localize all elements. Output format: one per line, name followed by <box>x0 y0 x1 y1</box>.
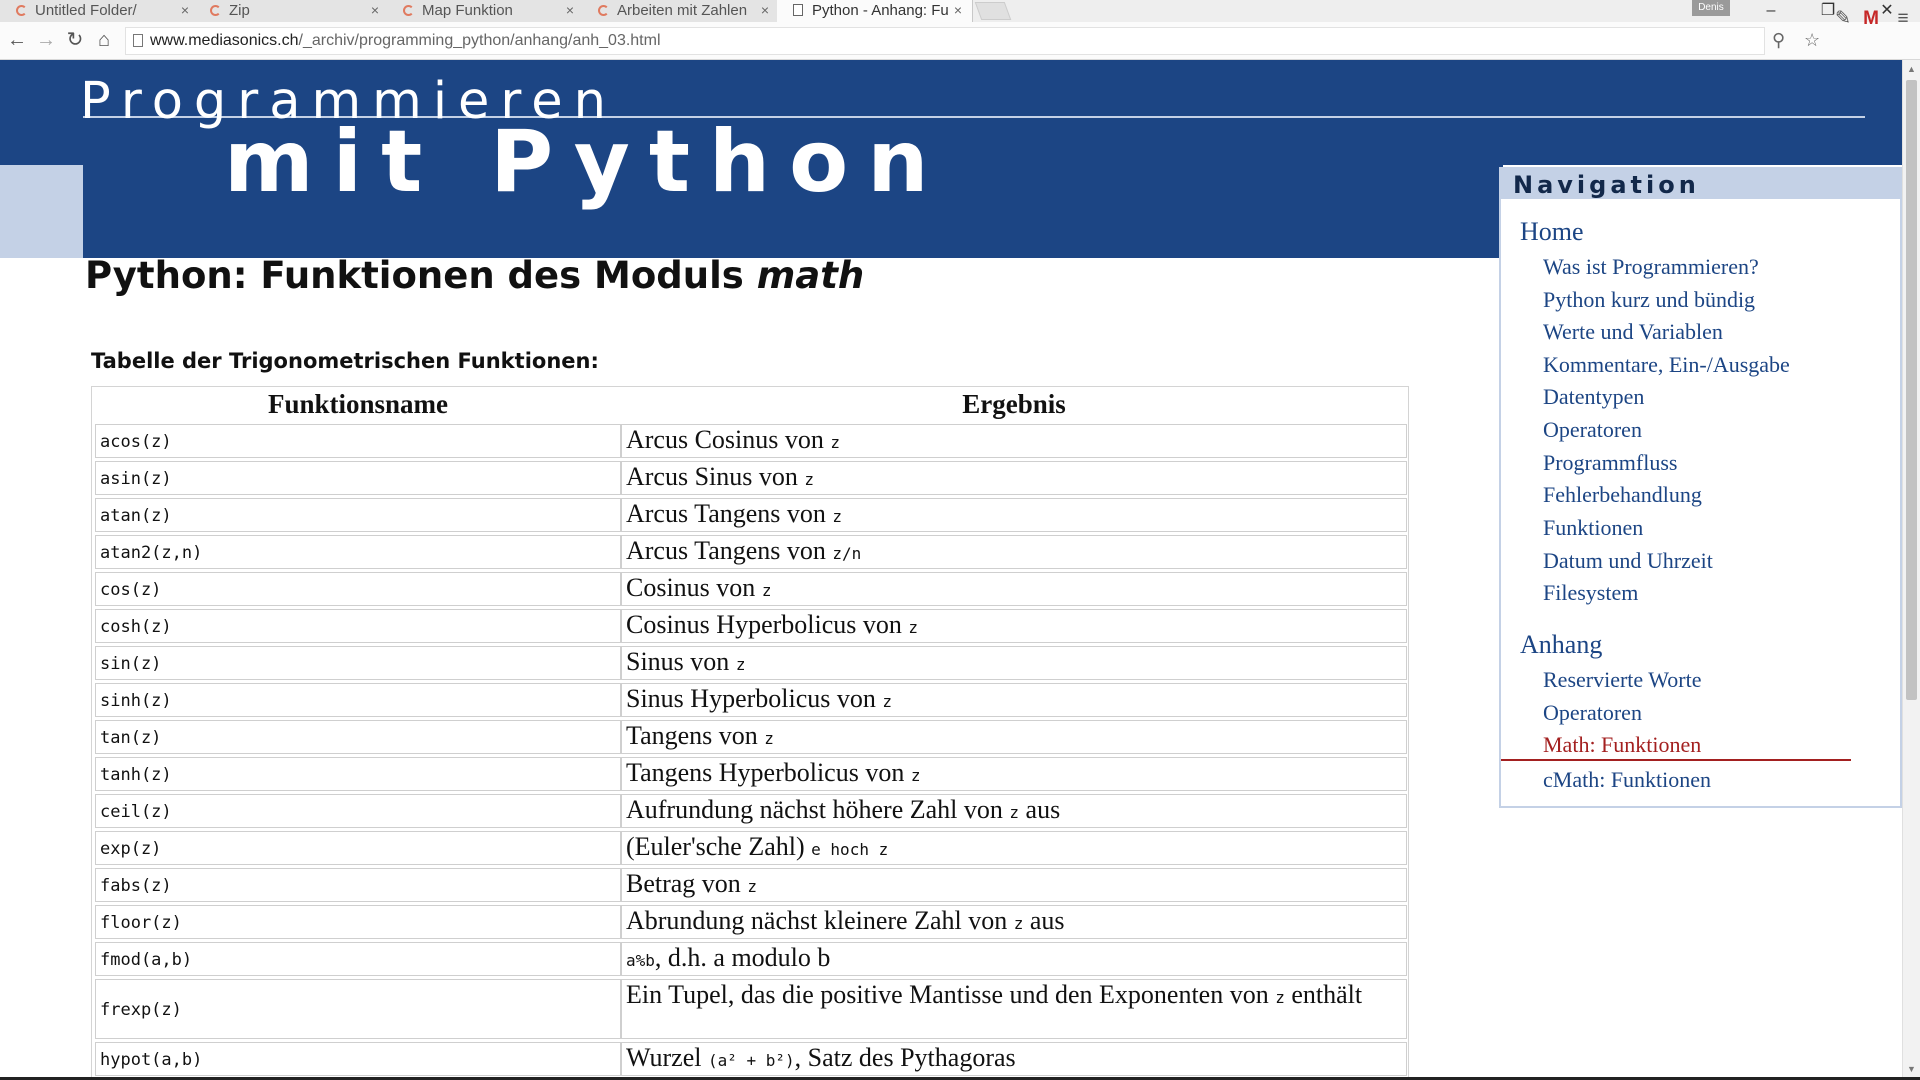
function-result-cell <box>621 609 1407 643</box>
scroll-down-arrow-icon[interactable]: ▼ <box>1907 1064 1916 1074</box>
table-row <box>92 867 1408 903</box>
function-result <box>626 536 1402 569</box>
header-accent <box>0 165 83 258</box>
result-text: Arcus Tangens von <box>626 499 833 528</box>
browser-toolbar <box>0 22 1920 60</box>
loading-favicon-icon <box>403 5 414 16</box>
result-code: z <box>882 692 893 711</box>
result-code: z <box>832 507 843 526</box>
extension-tool-icon[interactable]: ✎ <box>1835 8 1851 29</box>
result-code: e hoch z <box>811 840 889 859</box>
function-name: sin(z) <box>100 654 162 674</box>
function-result <box>626 943 1402 976</box>
table-row <box>92 756 1408 792</box>
minimize-icon[interactable]: – <box>1766 2 1776 19</box>
function-name: cos(z) <box>100 580 162 600</box>
table-row <box>92 534 1408 570</box>
function-name-cell <box>95 831 621 865</box>
table-row <box>92 719 1408 755</box>
function-result <box>626 647 1402 680</box>
url-text <box>150 32 661 50</box>
table-row <box>92 423 1408 459</box>
functions-table <box>91 386 1409 1078</box>
table-row <box>92 460 1408 496</box>
function-name-cell <box>95 1042 621 1076</box>
function-name-cell <box>95 535 621 569</box>
table-row <box>92 571 1408 607</box>
function-result-cell <box>621 683 1407 717</box>
function-result-cell <box>621 646 1407 680</box>
function-name-cell <box>95 498 621 532</box>
nav-item[interactable]: Reservierte Worte <box>1543 667 1702 692</box>
function-result <box>626 610 1402 643</box>
browser-menu-icon[interactable]: ≡ <box>1897 8 1909 29</box>
current-item-underline <box>1501 759 1851 761</box>
function-name-cell <box>95 720 621 754</box>
function-result <box>626 869 1402 902</box>
url-host: www.mediasonics.ch <box>150 32 299 49</box>
function-name-cell <box>95 572 621 606</box>
result-code: z <box>1013 914 1024 933</box>
function-result <box>626 832 1402 865</box>
table-caption: Tabelle der Trigonometrischen Funktionen: <box>91 349 599 373</box>
tab-close-icon[interactable]: × <box>565 2 574 18</box>
function-result <box>626 758 1402 791</box>
function-name-cell <box>95 461 621 495</box>
vertical-scrollbar[interactable] <box>1902 60 1920 1080</box>
page-title-module: math <box>756 254 865 297</box>
function-result <box>626 499 1402 532</box>
page-title <box>85 254 864 297</box>
nav-item[interactable]: Funktionen <box>1543 515 1644 540</box>
result-text: Abrundung nächst kleinere Zahl von <box>626 906 1014 935</box>
restore-icon[interactable]: ❐ <box>1820 2 1836 19</box>
tab-python-anhang[interactable] <box>777 0 973 22</box>
function-name: floor(z) <box>100 913 182 933</box>
tab-label: Map Funktion <box>422 2 513 19</box>
function-name: tan(z) <box>100 728 162 748</box>
result-text: Arcus Sinus von <box>626 462 805 491</box>
function-name: hypot(a,b) <box>100 1050 203 1070</box>
function-name: exp(z) <box>100 839 162 859</box>
tab-close-icon[interactable]: × <box>180 2 189 18</box>
result-text: , d.h. a modulo b <box>654 943 831 972</box>
function-name: frexp(z) <box>100 1000 182 1020</box>
function-result <box>626 795 1402 828</box>
tab-zip[interactable] <box>194 0 390 22</box>
table-row <box>92 608 1408 644</box>
function-result <box>626 684 1402 717</box>
nav-item[interactable]: Werte und Variablen <box>1543 319 1723 344</box>
nav-item[interactable]: Python kurz und bündig <box>1543 287 1756 312</box>
result-code: z <box>735 655 746 674</box>
zoom-icon[interactable]: ⚲ <box>1772 30 1786 50</box>
result-text: Tangens Hyperbolicus von <box>626 758 911 787</box>
navigation-panel <box>1499 167 1902 808</box>
loading-favicon-icon <box>598 5 609 16</box>
tab-close-icon[interactable]: × <box>760 2 769 18</box>
close-window-icon[interactable]: ✕ <box>1880 2 1894 19</box>
function-result-cell <box>621 461 1407 495</box>
result-code: (a² + b²) <box>707 1051 795 1070</box>
tab-label: Python - Anhang: Fu <box>812 2 949 19</box>
web-page <box>0 60 1902 1078</box>
function-name: tanh(z) <box>100 765 172 785</box>
nav-section-anhang[interactable]: Anhang <box>1520 630 1603 659</box>
result-text-after: , Satz des Pythagoras <box>794 1043 1016 1072</box>
forward-arrow-icon[interactable]: → <box>36 29 56 51</box>
table-row <box>92 978 1408 1040</box>
function-result-cell <box>621 868 1407 902</box>
profile-badge[interactable]: Denis <box>1692 0 1730 16</box>
column-header-name: Funktionsname <box>267 389 449 419</box>
function-name-cell <box>95 868 621 902</box>
tab-strip <box>0 0 1920 22</box>
table-row <box>92 941 1408 977</box>
column-header-result: Ergebnis <box>962 389 1066 419</box>
page-title-text: Python: Funktionen des Moduls <box>85 254 757 297</box>
function-name: sinh(z) <box>100 691 172 711</box>
new-tab-button[interactable] <box>975 2 1012 20</box>
result-code: z <box>761 581 772 600</box>
bookmark-star-icon[interactable]: ☆ <box>1804 30 1821 50</box>
site-title-line2: mit Python <box>224 112 948 212</box>
function-result-cell <box>621 794 1407 828</box>
result-text: Arcus Tangens von <box>626 536 833 565</box>
nav-item[interactable]: Datentypen <box>1543 384 1645 409</box>
function-result-cell <box>621 831 1407 865</box>
nav-item[interactable]: Operatoren <box>1543 700 1642 725</box>
result-text: (Euler'sche Zahl) <box>626 832 812 861</box>
result-text: Sinus von <box>626 647 736 676</box>
tab-close-icon[interactable]: × <box>370 2 379 18</box>
function-result <box>626 980 1402 1013</box>
tab-close-icon[interactable]: × <box>953 2 962 18</box>
function-name-cell <box>95 424 621 458</box>
result-text: Sinus Hyperbolicus von <box>626 684 883 713</box>
page-info-icon[interactable] <box>133 34 143 47</box>
tab-label: Arbeiten mit Zahlen <box>617 2 748 19</box>
function-result-cell <box>621 942 1407 976</box>
nav-item[interactable]: cMath: Funktionen <box>1543 767 1712 792</box>
tab-untitled-folder[interactable] <box>0 0 200 22</box>
function-name: atan2(z,n) <box>100 543 203 563</box>
function-name: asin(z) <box>100 469 172 489</box>
function-result-cell <box>621 424 1407 458</box>
result-text-after: aus <box>1019 795 1061 824</box>
scrollbar-thumb[interactable] <box>1906 80 1917 700</box>
function-result <box>626 573 1402 606</box>
nav-item[interactable]: Kommentare, Ein-/Ausgabe <box>1543 352 1790 377</box>
result-code: z <box>830 433 841 452</box>
nav-item[interactable]: Datum und Uhrzeit <box>1543 548 1713 573</box>
function-name-cell <box>95 609 621 643</box>
result-text: Betrag von <box>626 869 748 898</box>
function-name-cell <box>95 646 621 680</box>
function-result-cell <box>621 757 1407 791</box>
nav-item[interactable]: Filesystem <box>1543 580 1639 605</box>
back-arrow-icon[interactable]: ← <box>7 29 27 51</box>
table-row <box>92 497 1408 533</box>
result-code: a%b <box>626 951 655 970</box>
tab-arbeiten-mit-zahlen[interactable] <box>582 0 780 22</box>
function-name: ceil(z) <box>100 802 172 822</box>
result-text: Arcus Cosinus von <box>626 425 831 454</box>
nav-item[interactable]: Operatoren <box>1543 417 1642 442</box>
nav-item[interactable]: Fehlerbehandlung <box>1543 482 1702 507</box>
result-code: z <box>908 618 919 637</box>
function-name-cell <box>95 794 621 828</box>
result-code: z <box>764 729 774 748</box>
nav-item[interactable]: Was ist Programmieren? <box>1543 254 1759 279</box>
function-result <box>626 906 1402 939</box>
function-result-cell <box>621 1042 1407 1076</box>
site-title-line1: Programmieren <box>80 72 617 131</box>
nav-section-home[interactable]: Home <box>1520 217 1584 246</box>
table-row <box>92 830 1408 866</box>
url-path: /_archiv/programming_python/anhang/anh_03.html <box>298 32 661 49</box>
function-name: fabs(z) <box>100 876 172 896</box>
function-result <box>626 721 1402 754</box>
home-icon[interactable]: ⌂ <box>97 29 111 51</box>
nav-item[interactable]: Programmfluss <box>1543 450 1678 475</box>
function-result <box>626 462 1402 495</box>
loading-favicon-icon <box>16 5 27 16</box>
function-result-cell <box>621 572 1407 606</box>
loading-favicon-icon <box>210 5 221 16</box>
result-text: Cosinus Hyperbolicus von <box>626 610 909 639</box>
result-text: Aufrundung nächst höhere Zahl von <box>626 795 1010 824</box>
result-code: z <box>1009 803 1020 822</box>
function-result <box>626 1043 1402 1076</box>
result-code: z/n <box>832 544 862 563</box>
function-name: fmod(a,b) <box>100 950 193 970</box>
function-name-cell <box>95 905 621 939</box>
address-bar[interactable] <box>125 27 1821 55</box>
tab-label: Untitled Folder/ <box>35 2 137 19</box>
table-row <box>92 645 1408 681</box>
result-code: z <box>1275 988 1285 1007</box>
function-result-cell <box>621 979 1407 1039</box>
function-name-cell <box>95 942 621 976</box>
function-result-cell <box>621 720 1407 754</box>
scroll-up-arrow-icon[interactable]: ▲ <box>1907 64 1916 74</box>
function-name-cell <box>95 683 621 717</box>
result-text: Wurzel <box>626 1043 708 1072</box>
result-code: z <box>747 877 757 896</box>
function-name: atan(z) <box>100 506 172 526</box>
function-result-cell <box>621 498 1407 532</box>
result-text: Cosinus von <box>626 573 762 602</box>
table-row <box>92 1041 1408 1077</box>
page-favicon-icon <box>793 4 803 16</box>
gmail-extension-icon[interactable]: M <box>1863 8 1879 29</box>
result-text-after: enthält <box>1284 980 1363 1009</box>
function-result-cell <box>621 535 1407 569</box>
result-code: z <box>910 766 921 785</box>
function-name-cell <box>95 979 621 1039</box>
function-result-cell <box>621 905 1407 939</box>
reload-icon[interactable]: ↻ <box>66 29 84 51</box>
table-row <box>92 682 1408 718</box>
function-name: acos(z) <box>100 432 172 452</box>
result-text: Ein Tupel, das die positive Mantisse und den Exponenten von <box>626 980 1276 1009</box>
nav-item-current[interactable]: Math: Funktionen <box>1543 732 1702 757</box>
tab-map-funktion[interactable] <box>387 0 585 22</box>
function-result <box>626 425 1402 458</box>
tab-label: Zip <box>229 2 250 19</box>
result-text-after: aus <box>1023 906 1065 935</box>
table-row <box>92 793 1408 829</box>
result-code: z <box>804 470 815 489</box>
table-row <box>92 904 1408 940</box>
navigation-heading: Navigation <box>1501 169 1902 199</box>
result-text: Tangens von <box>626 721 765 750</box>
function-name-cell <box>95 757 621 791</box>
function-name: cosh(z) <box>100 617 172 637</box>
